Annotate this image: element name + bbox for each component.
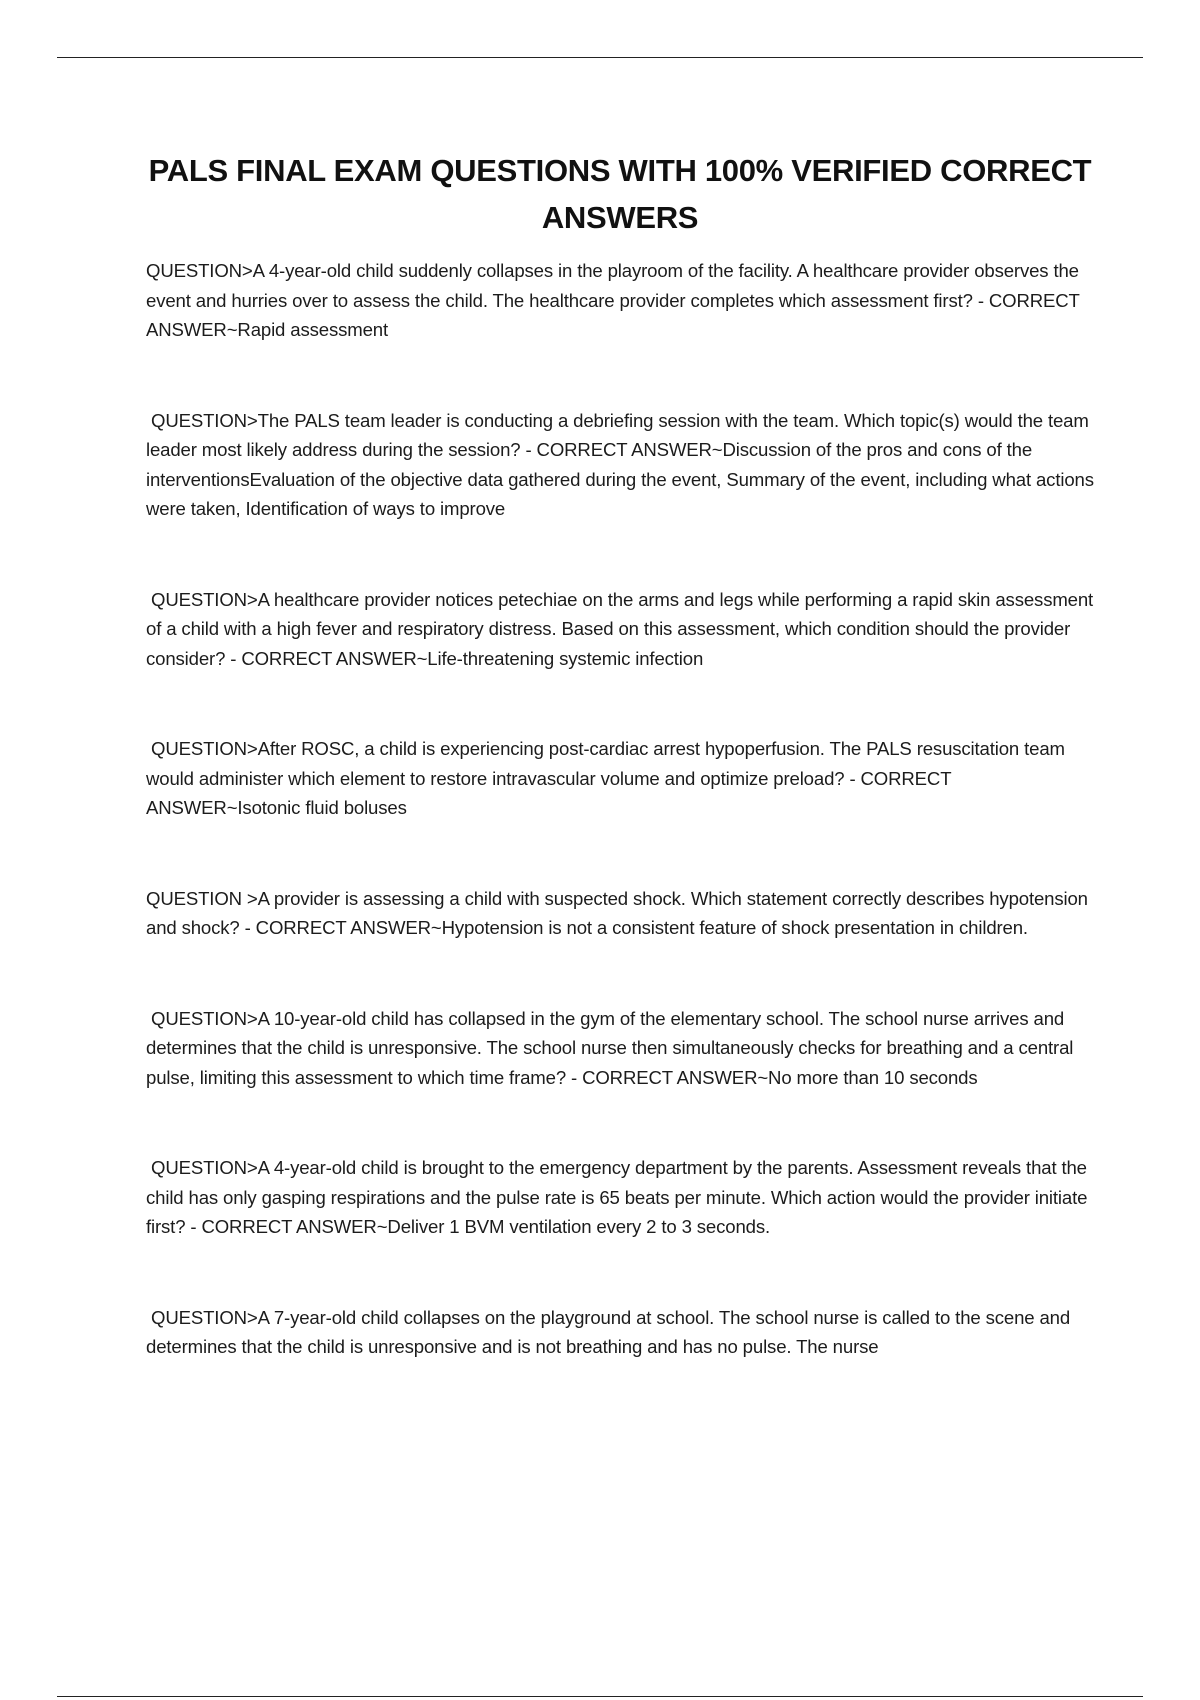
question-item-1: QUESTION>A 4-year-old child suddenly collapses in the playroom of the facility. A healthcare provider observes the event and hurries over to assess the child. The healthcare provider completes which assessment first? - CORRECT ANSWER~Rapid assessment <box>146 260 1080 340</box>
bottom-divider <box>57 1696 1143 1697</box>
question-item-5: QUESTION >A provider is assessing a child with suspected shock. Which statement correctly describes hypotension and shock? - CORRECT ANSWER~Hypotension is not a consistent feature of shock presentation in children. <box>146 887 1088 938</box>
question-item-6: QUESTION>A 10-year-old child has collapsed in the gym of the elementary school. The school nurse arrives and determines that the child is unresponsive. The school nurse then simultaneously checks for breathing and a central pulse, limiting this assessment to which time frame? - CORRECT ANSWER~No more than 10 seconds <box>146 1007 1074 1088</box>
question-item-7: QUESTION>A 4-year-old child is brought to the emergency department by the parents. Assessment reveals that the child has only gasping respirations and the pulse rate is 65 beats per minute. Which action would the provider initiate first? - CORRECT ANSWER~Deliver 1 BVM ventilation every 2 to 3 seconds. <box>146 1157 1088 1237</box>
top-divider <box>57 57 1143 58</box>
question-item-2: QUESTION>The PALS team leader is conducting a debriefing session with the team. Which topic(s) would the team leader most likely address during the session? - CORRECT ANSWER~Discussion of the pros and cons of the interventionsEvaluation of the objective data gathered during the event, Summary of the event, including what actions were taken, Identification of ways to improve <box>146 409 1094 519</box>
document-title: PALS FINAL EXAM QUESTIONS WITH 100% VERIFIED CORRECT ANSWERS <box>148 153 1092 235</box>
question-item-3: QUESTION>A healthcare provider notices petechiae on the arms and legs while performing a rapid skin assessment of a child with a high fever and respiratory distress. Based on this assessment, which condition should the provider consider? - CORRECT ANSWER~Life-threatening systemic infection <box>146 588 1094 669</box>
question-item-8: QUESTION>A 7-year-old child collapses on the playground at school. The school nurse is called to the scene and determines that the child is unresponsive and is not breathing and has no pulse. The nurse <box>146 1306 1071 1357</box>
question-list <box>146 256 1096 1362</box>
question-item-4: QUESTION>After ROSC, a child is experiencing post-cardiac arrest hypoperfusion. The PALS resuscitation team would administer which element to restore intravascular volume and optimize preload? - CORRECT ANSWER~Isotonic fluid boluses <box>146 738 1065 818</box>
